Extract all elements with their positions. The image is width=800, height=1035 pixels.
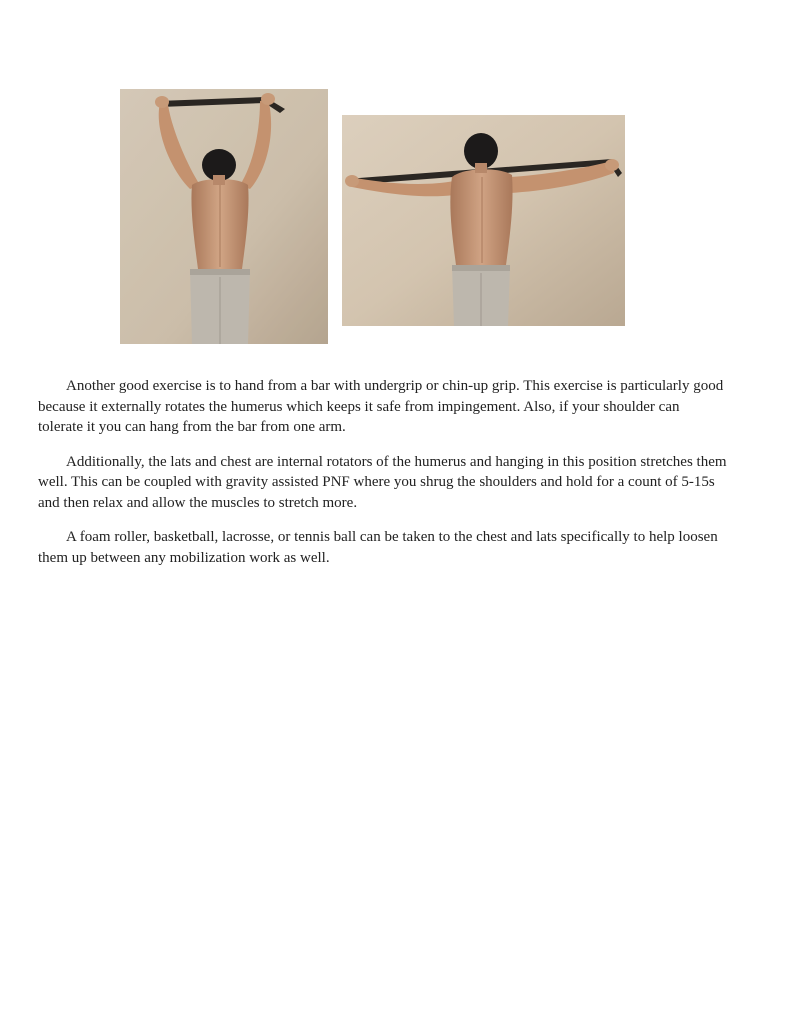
paragraph-hanging-exercise: Another good exercise is to hand from a bar with undergrip or chin-up grip. This exercise is particularly good because it externally rotates the humerus which keeps it safe from impingement. Also, if your shoulder can tolerate it you can hang from the bar from one arm. [38, 378, 724, 435]
body-text [38, 376, 728, 582]
overhead-band-stretch-image [120, 89, 328, 344]
overhead-band-stretch-photo [120, 89, 328, 344]
horizontal-band-stretch-image [342, 115, 625, 326]
paragraph-foam-roller: A foam roller, basketball, lacrosse, or tennis ball can be taken to the chest and lats specifically to help loosen them up between any mobilization work as well. [38, 529, 718, 566]
paragraph-internal-rotators: Additionally, the lats and chest are internal rotators of the humerus and hanging in this position stretches them well. This can be coupled with gravity assisted PNF where you shrug the shoulders and hold for a count of 5-15s and then relax and allow the muscles to stretch more. [38, 453, 727, 511]
horizontal-band-stretch-photo [342, 115, 625, 326]
